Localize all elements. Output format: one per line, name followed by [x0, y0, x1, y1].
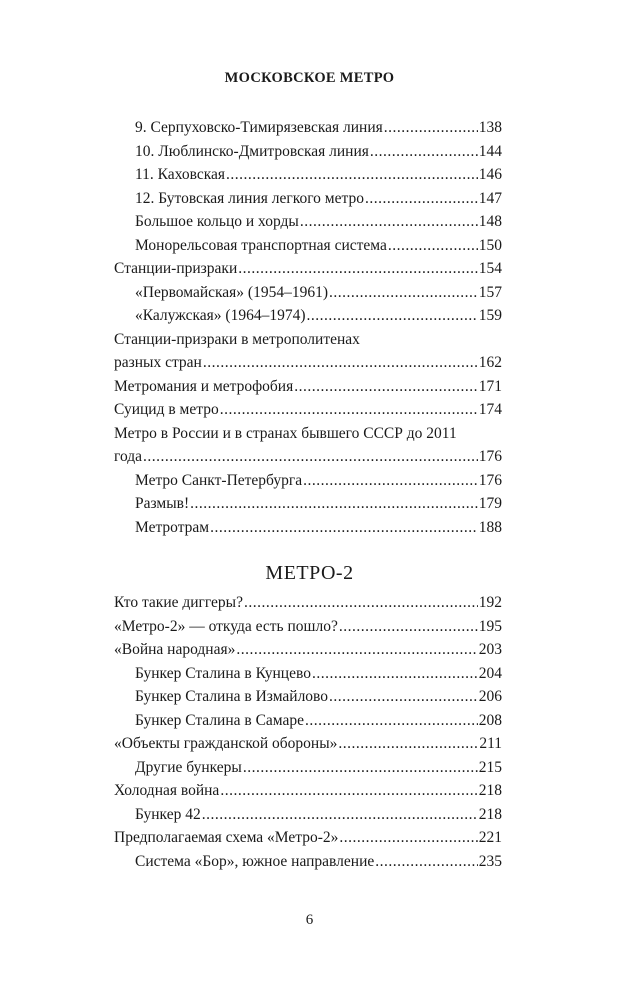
dot-leader: [210, 516, 478, 540]
toc-entry-title: Кто такие диггеры?: [114, 594, 243, 611]
toc-entry-title: Большое кольцо и хорды: [135, 213, 299, 230]
toc-entry: [114, 803, 502, 827]
toc-entry: [114, 591, 502, 615]
toc-entry-page: 235: [478, 852, 502, 870]
dot-leader: [339, 826, 477, 850]
toc-entry: [114, 779, 502, 803]
toc-entry: [114, 615, 502, 639]
toc-entry-title: Метромания и метрофобия: [114, 377, 294, 395]
dot-leader: [375, 850, 477, 874]
toc-entry-title: «Метро-2» — откуда есть пошло?: [114, 617, 338, 635]
dot-leader: [365, 187, 478, 211]
toc-entry-page: 144: [478, 142, 502, 160]
toc-entry-page: 150: [478, 236, 502, 254]
toc-entry: [114, 163, 502, 187]
toc-entry-page: 206: [478, 688, 502, 705]
toc-entry-page: 176: [478, 471, 502, 489]
toc-entry-page: 159: [478, 307, 502, 324]
toc-entry-title: Суицид в метро: [114, 401, 219, 418]
toc-entry-page: 147: [478, 189, 502, 207]
toc-entry: [114, 422, 502, 446]
toc-entry-page: 208: [478, 711, 502, 729]
toc-entry-title: «Объекты гражданской обороны»: [114, 735, 338, 752]
dot-leader: [238, 257, 478, 281]
toc-entry-page: 192: [478, 594, 502, 611]
toc-entry: [114, 375, 502, 399]
dot-leader: [384, 116, 478, 140]
toc-entry: [114, 234, 502, 258]
toc-entry: [114, 850, 502, 874]
toc-entry-page: 162: [478, 354, 502, 371]
dot-leader: [244, 591, 478, 615]
dot-leader: [220, 398, 478, 422]
toc-entry: [114, 732, 502, 756]
toc-entry-page: 179: [478, 495, 502, 512]
toc-entry-page: 203: [478, 641, 502, 658]
toc-entry-page: 148: [478, 213, 502, 230]
toc-entry-title: 12. Бутовская линия легкого метро: [135, 189, 364, 207]
dot-leader: [243, 756, 478, 780]
dot-leader: [220, 779, 477, 803]
toc-entry-page: 157: [478, 283, 502, 301]
toc-entry-page: 211: [479, 735, 502, 752]
toc-entry: [114, 398, 502, 422]
table-of-contents-part-1: [114, 116, 502, 539]
dot-leader: [329, 281, 478, 305]
toc-entry-title: Монорельсовая транспортная система: [135, 236, 387, 254]
toc-entry-title: разных стран: [114, 354, 202, 371]
dot-leader: [143, 445, 478, 469]
toc-entry: [114, 492, 502, 516]
toc-entry-title: года: [114, 448, 143, 465]
toc-entry: [114, 140, 502, 164]
toc-entry-title: Метро Санкт-Петербурга: [135, 471, 303, 489]
toc-entry-title: 11. Каховская: [135, 166, 226, 183]
toc-entry: [114, 662, 502, 686]
toc-entry-title: Станции-призраки: [114, 260, 238, 277]
toc-entry-title: Бункер Сталина в Измайлово: [135, 688, 329, 705]
toc-entry-page: 215: [478, 758, 502, 776]
toc-entry: [114, 709, 502, 733]
toc-entry-page: 188: [478, 518, 502, 536]
toc-entry-page: 218: [478, 805, 502, 823]
toc-entry: [114, 328, 502, 352]
dot-leader: [305, 709, 478, 733]
toc-entry-page: 174: [478, 401, 502, 418]
toc-entry-title: Предполагаемая схема «Метро-2»: [114, 829, 339, 846]
section-title: МЕТРО-2: [265, 562, 354, 584]
toc-entry-title: Другие бункеры: [135, 758, 242, 776]
dot-leader: [303, 469, 478, 493]
dot-leader: [338, 732, 478, 756]
toc-entry-title: «Калужская» (1964–1974): [135, 307, 306, 324]
toc-entry: [114, 116, 502, 140]
toc-entry-page: 138: [478, 119, 502, 136]
toc-entry-title: Метротрам: [135, 518, 210, 536]
toc-entry-title: Размыв!: [135, 495, 190, 512]
toc-entry: [114, 187, 502, 211]
toc-entry-page: 154: [478, 260, 502, 277]
toc-entry: [114, 304, 502, 328]
toc-entry: [114, 445, 502, 469]
toc-entry: [114, 638, 502, 662]
toc-entry-title: Станции-призраки в метрополитенах: [114, 330, 360, 348]
toc-entry-title: 9. Серпуховско-Тимирязевская линия: [135, 119, 383, 136]
toc-entry: [114, 257, 502, 281]
toc-entry-title: Система «Бор», южное направление: [135, 852, 375, 870]
toc-entry: [114, 210, 502, 234]
dot-leader: [236, 638, 477, 662]
toc-entry-title: Метро в России и в странах бывшего СССР до 2011: [114, 424, 457, 442]
dot-leader: [203, 351, 478, 375]
toc-entry-page: 204: [478, 664, 502, 682]
toc-entry-page: 221: [478, 829, 502, 846]
toc-entry-page: 218: [478, 782, 502, 799]
dot-leader: [329, 685, 478, 709]
toc-entry-page: 146: [478, 166, 502, 183]
toc-entry-title: «Первомайская» (1954–1961): [135, 283, 329, 301]
toc-entry-title: Холодная война: [114, 782, 220, 799]
toc-entry-title: Бункер 42: [135, 805, 201, 823]
toc-entry-page: 176: [478, 448, 502, 465]
toc-entry: [114, 281, 502, 305]
toc-entry-title: Бункер Сталина в Самаре: [135, 711, 305, 729]
toc-entry: [114, 685, 502, 709]
dot-leader: [294, 375, 478, 399]
toc-entry-page: 171: [478, 377, 502, 395]
toc-entry: [114, 826, 502, 850]
dot-leader: [226, 163, 478, 187]
toc-entry: [114, 756, 502, 780]
dot-leader: [307, 304, 478, 328]
toc-entry-title: Бункер Сталина в Кунцево: [135, 664, 311, 682]
table-of-contents-part-2: [114, 591, 502, 873]
toc-entry: [114, 351, 502, 375]
page-number: 6: [305, 912, 314, 928]
toc-entry: [114, 469, 502, 493]
toc-entry: [114, 516, 502, 540]
dot-leader: [202, 803, 478, 827]
dot-leader: [300, 210, 478, 234]
toc-entry-page: 195: [478, 617, 502, 635]
dot-leader: [190, 492, 478, 516]
dot-leader: [312, 662, 478, 686]
dot-leader: [388, 234, 478, 258]
dot-leader: [370, 140, 478, 164]
toc-entry-title: «Война народная»: [114, 641, 236, 658]
toc-entry-title: 10. Люблинско-Дмитровская линия: [135, 142, 369, 160]
dot-leader: [339, 615, 478, 639]
running-header: МОСКОВСКОЕ МЕТРО: [224, 70, 395, 86]
